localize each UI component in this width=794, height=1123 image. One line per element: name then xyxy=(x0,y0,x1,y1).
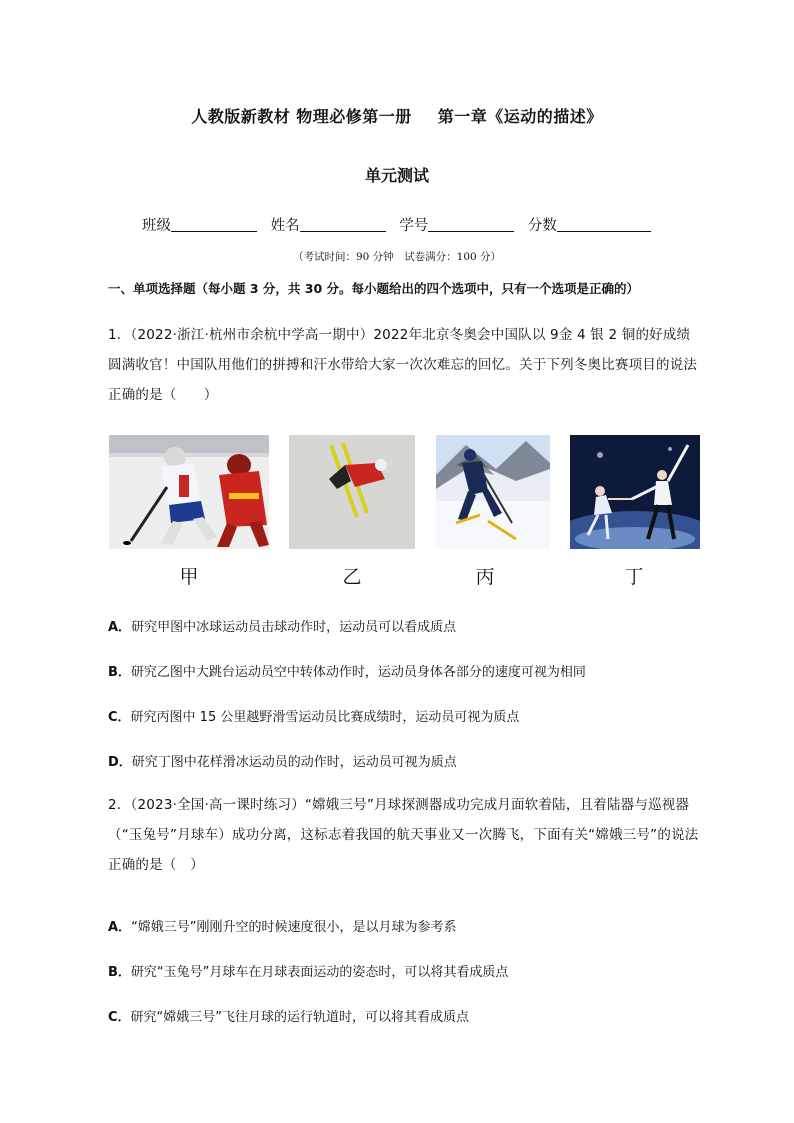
q1-option-a[interactable] xyxy=(108,616,456,635)
q1-option-d[interactable] xyxy=(108,751,457,770)
caption-yi: 乙 xyxy=(342,566,362,588)
ice-hockey-photo xyxy=(109,435,269,549)
question-2 xyxy=(108,790,702,880)
option-text: 研究丙图中 15 公里越野滑雪运动员比赛成绩时，运动员可视为质点 xyxy=(130,710,520,725)
option-text: 研究甲图中冰球运动员击球动作时，运动员可以看成质点 xyxy=(131,620,457,635)
option-letter: B． xyxy=(108,665,131,680)
exam-note: （考试时间：90 分钟 试卷满分：100 分） xyxy=(292,251,502,263)
question-source: （2022·浙江·杭州市余杭中学高一期中） xyxy=(130,327,374,343)
option-letter: B． xyxy=(108,965,131,980)
q2-option-a[interactable] xyxy=(108,916,457,935)
student-info-fields xyxy=(142,214,660,235)
option-text: 研究丁图中花样滑冰运动员的动作时，运动员可视为质点 xyxy=(131,755,457,770)
option-letter: A． xyxy=(108,920,132,935)
option-letter: C． xyxy=(108,1010,131,1025)
option-text: 研究“玉兔号”月球车在月球表面运动的姿态时，可以将其看成质点 xyxy=(130,965,509,980)
id-label: 学号 xyxy=(399,218,429,234)
question-source: （2023·全国·高一课时练习） xyxy=(130,797,305,813)
score-label: 分数 xyxy=(527,218,557,234)
option-text: 研究乙图中大跳台运动员空中转体动作时，运动员身体各部分的速度可视为相同 xyxy=(130,665,586,680)
cross-country-ski-photo xyxy=(436,435,550,549)
score-blank[interactable] xyxy=(557,215,651,232)
question-text: “嫦娥三号”月球探测器成功完成月面软着陆，且着陆器与巡视器（“玉兔号”月球车）成功分离，这标志着我国的航天事业又一次腾飞，下面有关“嫦娥三号”的说法正确的是（ ） xyxy=(108,797,699,873)
question-1 xyxy=(108,320,702,410)
class-blank[interactable] xyxy=(171,215,257,232)
document-subtitle: 单元测试 xyxy=(364,166,429,185)
q1-option-c[interactable] xyxy=(108,706,519,725)
caption-jia: 甲 xyxy=(179,566,199,588)
question-text: 2022年北京冬奥会中国队以 9金 4 银 2 铜的好成绩圆满收官！中国队用他们的拼搏和汗水带给大家一次次难忘的回忆。关于下列冬奥比赛项目的说法正确的是（ ） xyxy=(108,327,698,403)
option-letter: C． xyxy=(108,710,131,725)
name-label: 姓名 xyxy=(270,218,300,234)
title-chapter: 第一章《运动的描述》 xyxy=(437,107,603,126)
title-book: 人教版新教材 物理必修第一册 xyxy=(191,107,412,126)
option-letter: D． xyxy=(108,755,132,770)
ski-jump-photo xyxy=(289,435,415,549)
option-letter: A． xyxy=(108,620,132,635)
q2-option-b[interactable] xyxy=(108,961,508,980)
id-blank[interactable] xyxy=(428,215,514,232)
name-blank[interactable] xyxy=(300,215,386,232)
caption-ding: 丁 xyxy=(624,566,644,588)
option-text: “嫦娥三号”刚刚升空的时候速度很小，是以月球为参考系 xyxy=(131,920,457,935)
figure-skating-photo xyxy=(570,435,700,549)
q2-option-c[interactable] xyxy=(108,1006,469,1025)
caption-bing: 丙 xyxy=(475,566,495,588)
class-label: 班级 xyxy=(142,218,171,234)
question-number: 2． xyxy=(108,797,131,813)
q1-option-b[interactable] xyxy=(108,661,586,680)
section-heading: 一、单项选择题（每小题 3 分，共 30 分。每小题给出的四个选项中，只有一个选项是正确的） xyxy=(108,281,640,296)
option-text: 研究“嫦娥三号”飞往月球的运行轨道时，可以将其看成质点 xyxy=(130,1010,470,1025)
document-title xyxy=(0,104,794,127)
question-number: 1． xyxy=(108,327,131,343)
